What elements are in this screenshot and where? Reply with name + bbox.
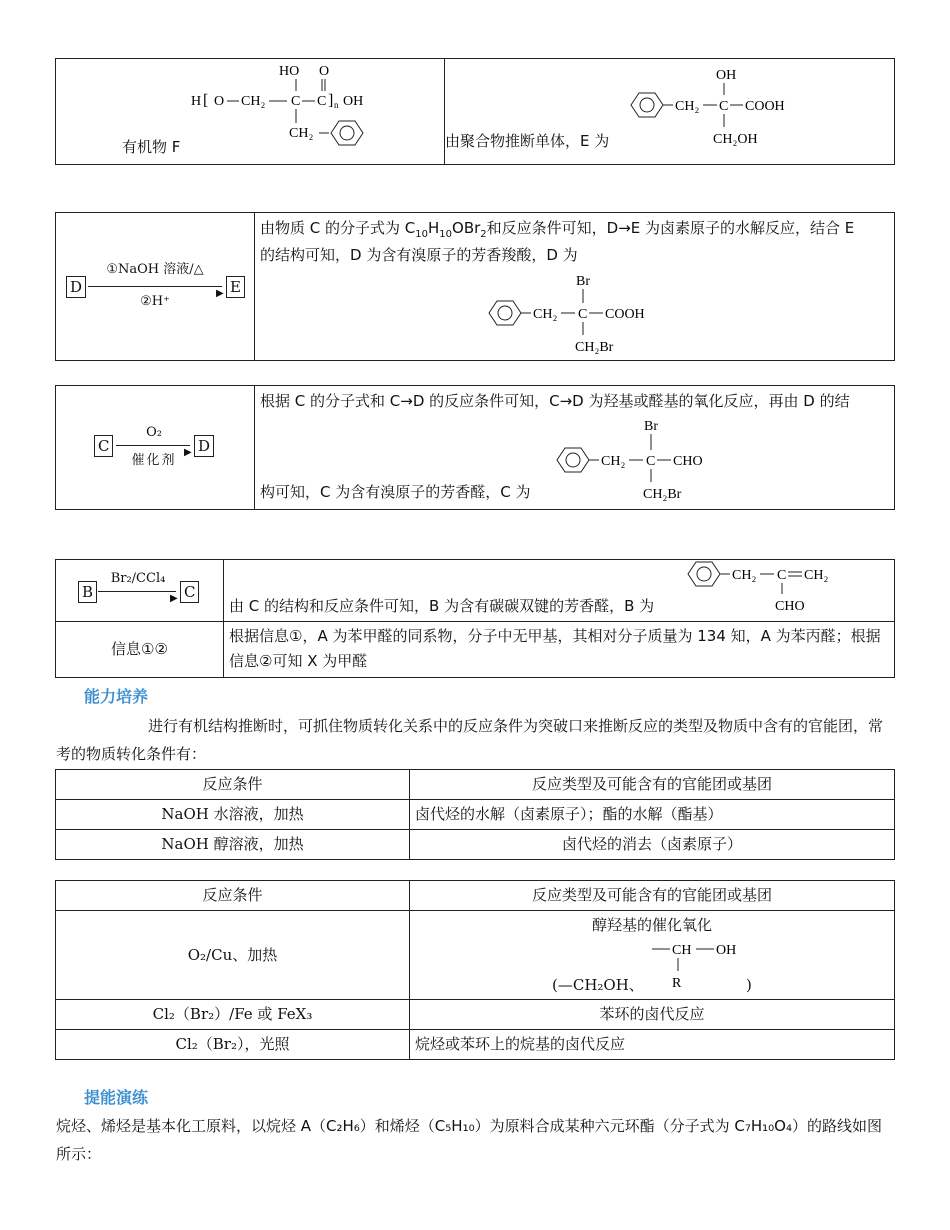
e-ch2: CH₂ xyxy=(675,99,700,114)
c-box: C xyxy=(94,435,113,457)
cell-c-d-reaction: C O₂ ▶ 催化剂 D xyxy=(56,386,255,510)
e-structure xyxy=(625,63,845,163)
cond2: ②H⁺ xyxy=(140,294,170,309)
t2-f2: H xyxy=(428,219,440,237)
t3-text1: 根据 C 的分子式和 C→D 的反应条件可知，C→D 为羟基或醛基的氧化反应，再由 D 的结 xyxy=(260,392,850,410)
cond1: ①NaOH 溶液/△ xyxy=(106,262,204,277)
cell-b-c-explain xyxy=(224,560,895,622)
t4-cond: Br₂/CCl₄ xyxy=(110,571,166,586)
t6-r3c2: 烷烃或苯环上的烷基的卤代反应 xyxy=(410,1030,895,1060)
f-label: 有机物 F xyxy=(122,138,181,156)
t5-header-1: 反应类型及可能含有的官能团或基团 xyxy=(410,770,895,800)
d-ch2: CH₂ xyxy=(533,307,558,322)
t5-r0c0: NaOH 水溶液，加热 xyxy=(56,800,410,830)
table-b-to-c xyxy=(55,559,895,678)
table-polymer xyxy=(55,58,895,165)
info-text: 根据信息①，A 为苯甲醛的同系物，分子中无甲基，其相对分子质量为 134 知，A 为苯丙醛；根据信息②可知 X 为甲醛 xyxy=(224,622,895,678)
b-box: B xyxy=(78,581,97,603)
e-ch2oh: CH₂OH xyxy=(713,132,758,147)
t2-f1: 10 xyxy=(415,229,428,240)
section-title-ability: 能力培养 xyxy=(62,685,148,709)
ho-label: HO xyxy=(279,64,300,79)
t2-text2: 的结构可知，D 为含有溴原子的芳香羧酸，D 为 xyxy=(260,246,578,264)
t6-r3c1: Cl₂（Br₂），光照 xyxy=(56,1030,410,1060)
o2-label: O xyxy=(214,94,225,109)
t3-text2: 构可知，C 为含有溴原子的芳香醛，C 为 xyxy=(260,483,531,501)
t3-cond2: 催化剂 xyxy=(131,453,177,468)
cell-b-c-reaction: B Br₂/CCl₄ ▶ C xyxy=(56,560,224,622)
e-c: C xyxy=(719,99,729,114)
svg-text:]: ] xyxy=(328,92,334,109)
cell-e xyxy=(445,59,895,165)
c-ch2: CH₂ xyxy=(601,454,626,469)
table-row xyxy=(56,911,895,1000)
c-cho: CHO xyxy=(673,454,703,469)
e-label: 由聚合物推断单体，E 为 xyxy=(445,132,610,150)
table-conditions-1 xyxy=(55,769,895,860)
d-cooh: COOH xyxy=(605,307,645,322)
c2-label: C xyxy=(317,94,327,109)
e-oh: OH xyxy=(716,68,737,83)
t6-r1c2-close: ) xyxy=(746,976,752,994)
b-structure xyxy=(682,560,882,620)
b-ch2: CH₂ xyxy=(732,568,757,583)
e-box: E xyxy=(226,276,245,298)
c-box2: C xyxy=(180,581,199,603)
cell-f xyxy=(56,59,445,165)
t6-r2c2: 苯环的卤代反应 xyxy=(410,1000,895,1030)
b-c: C xyxy=(777,568,787,583)
d-br: Br xyxy=(576,274,590,289)
d-ch2br: CH₂Br xyxy=(575,340,614,355)
table-row xyxy=(56,1000,895,1030)
cell-c-d-explain xyxy=(255,386,895,510)
table-row xyxy=(56,1030,895,1060)
t2-text1b: 和反应条件可知，D→E 为卤素原子的水解反应，结合 E xyxy=(486,219,855,237)
ch2-label: CH₂ xyxy=(241,94,266,109)
t5-r1c1: 卤代烃的消去（卤素原子） xyxy=(410,830,895,860)
t2-f4: OBr xyxy=(452,219,481,237)
t2-text1a: 由物质 C 的分子式为 C xyxy=(260,219,416,237)
alc-oh: OH xyxy=(716,943,737,958)
o-label: O xyxy=(319,64,330,79)
h-label: H xyxy=(191,94,202,109)
t3-cond1: O₂ xyxy=(146,425,162,440)
t2-f5: 2 xyxy=(480,229,487,240)
t2-f3: 10 xyxy=(439,229,453,240)
ch2b-label: CH₂ xyxy=(289,126,314,141)
n-label: n xyxy=(334,100,339,110)
c-br: Br xyxy=(644,419,658,434)
t6-r1c2-cell xyxy=(410,911,895,1000)
t6-header-1: 反应类型及可能含有的官能团或基团 xyxy=(410,881,895,911)
c-ch2br: CH₂Br xyxy=(643,487,682,502)
e-cooh: COOH xyxy=(745,99,785,114)
d-structure xyxy=(483,269,703,359)
c-structure xyxy=(551,414,751,504)
d-box2: D xyxy=(194,435,214,457)
t5-r1c0: NaOH 醇溶液，加热 xyxy=(56,830,410,860)
cell-d-e-explain xyxy=(255,213,895,361)
table-conditions-2 xyxy=(55,880,895,1060)
alc-ch: CH xyxy=(672,943,692,958)
t6-r1c1: O₂/Cu、加热 xyxy=(56,911,410,1000)
c-label: C xyxy=(291,94,301,109)
d-c: C xyxy=(578,307,588,322)
t5-header-0: 反应条件 xyxy=(56,770,410,800)
t6-header-0: 反应条件 xyxy=(56,881,410,911)
practice-paragraph: 烷烃、烯烃是基本化工原料，以烷烃 A（C₂H₆）和烯烃（C₅H₁₀）为原料合成某种六元环酯（分子式为 C₇H₁₀O₄）的路线如图所示： xyxy=(56,1117,882,1163)
t6-r1c2-sub: (—CH₂OH、 xyxy=(552,976,644,994)
table-row xyxy=(56,830,895,860)
t6-r2c1: Cl₂（Br₂）/Fe 或 FeX₃ xyxy=(56,1000,410,1030)
b-ch2b: CH₂ xyxy=(804,568,829,583)
svg-text:[: [ xyxy=(203,92,209,109)
t4-text1: 由 C 的结构和反应条件可知，B 为含有碳碳双键的芳香醛，B 为 xyxy=(229,597,655,615)
polymer-structure xyxy=(191,61,411,161)
oh-label: OH xyxy=(343,94,364,109)
d-box: D xyxy=(66,276,86,298)
info-label: 信息①② xyxy=(56,622,224,678)
t5-r0c1: 卤代烃的水解（卤素原子）；酯的水解（酯基） xyxy=(410,800,895,830)
table-row xyxy=(56,800,895,830)
t6-r1c2: 醇羟基的催化氧化 xyxy=(591,916,712,934)
ability-paragraph: 进行有机结构推断时，可抓住物质转化关系中的反应条件为突破口来推断反应的类型及物质中含有的官能团，常考的物质转化条件有： xyxy=(56,717,884,763)
c-c: C xyxy=(646,454,656,469)
section-title-practice: 提能演练 xyxy=(62,1086,148,1110)
table-d-to-e xyxy=(55,212,895,361)
cell-d-e-reaction: D ①NaOH 溶液/△ ▶ ②H⁺ E xyxy=(56,213,255,361)
table-c-to-d xyxy=(55,385,895,510)
b-cho: CHO xyxy=(775,599,805,614)
alc-r: R xyxy=(672,976,682,991)
